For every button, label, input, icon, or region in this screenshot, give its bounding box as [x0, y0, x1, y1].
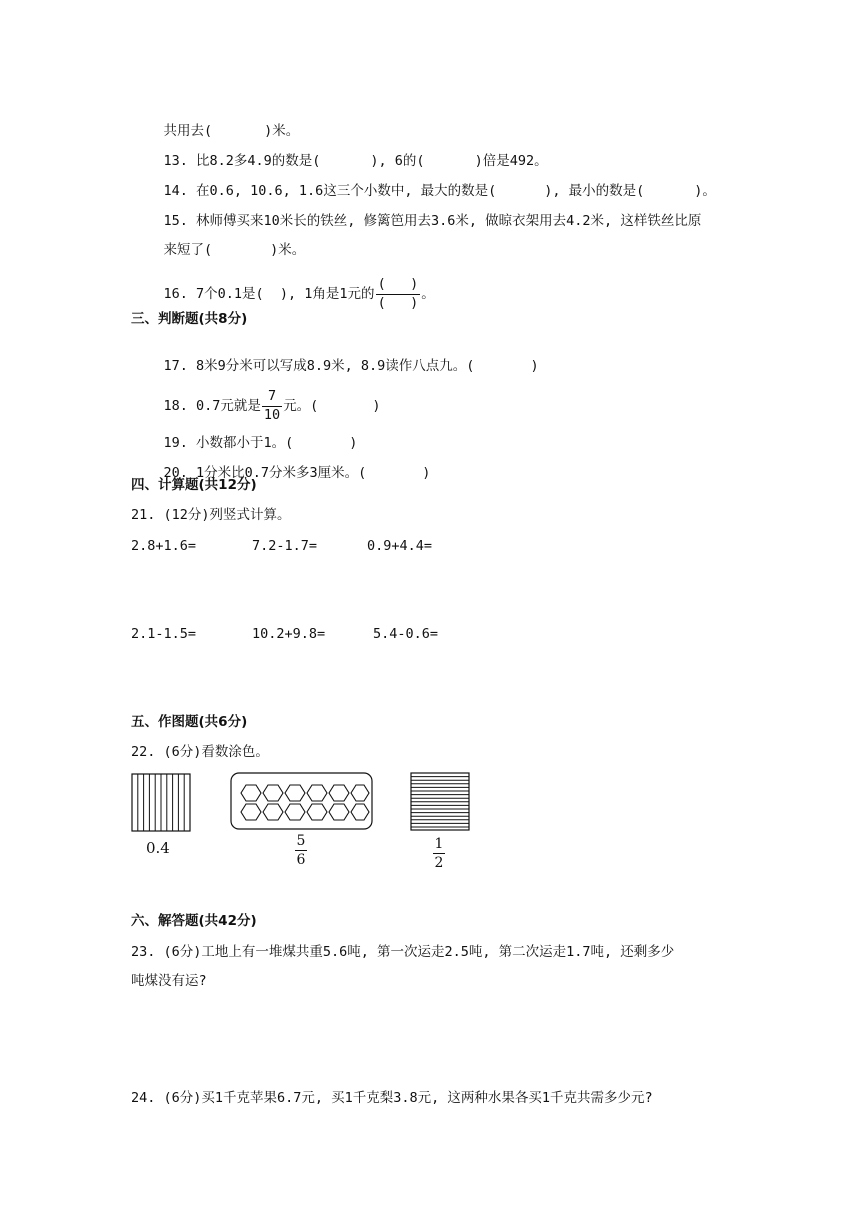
q19-text-b: ) [349, 435, 358, 451]
q16-text-a: 16. 7个0.1是( ), 1角是1元的 [163, 286, 375, 302]
q13-text-a: 13. 比8.2多4.9的数是( [163, 153, 321, 169]
horizontal-stripes-square-figure[interactable] [410, 772, 472, 832]
fraction-bar [295, 850, 307, 851]
q16-fraction-blank[interactable] [376, 278, 421, 310]
question-22-title: 22. (6分)看数涂色。 [131, 744, 269, 760]
fraction-denominator: ( ) [377, 294, 419, 311]
fraction-numerator: 1 [434, 836, 444, 852]
q13-text-c: )倍是492。 [474, 153, 548, 169]
section-3-heading: 三、判断题(共8分) [131, 311, 248, 327]
fraction-numerator: 5 [296, 833, 306, 849]
q15-text-line1: 15. 林师傅买来10米长的铁丝, 修篱笆用去3.6米, 做晾衣架用去4.2米, 这样铁丝比原 [163, 213, 702, 229]
fraction-bar [433, 853, 445, 854]
q14-text-a: 14. 在0.6, 10.6, 1.6这三个小数中, 最大的数是( [163, 183, 497, 199]
q14-text-b: ), 最小的数是( [544, 183, 645, 199]
q15-text-line2b: )米。 [270, 242, 306, 258]
figure-1-label: 0.4 [146, 839, 170, 857]
vertical-stripes-square-figure[interactable] [131, 773, 193, 833]
q18-text-b: 元。( [283, 398, 319, 414]
fraction-denominator: 10 [263, 406, 281, 423]
fraction-numerator: ( ) [377, 276, 419, 292]
section-5-heading: 五、作图题(共6分) [131, 714, 248, 730]
q14-text-c: )。 [694, 183, 716, 199]
calc-6: 5.4-0.6= [373, 626, 439, 642]
figure-2-fraction [295, 834, 307, 867]
fraction-denominator: 6 [296, 852, 306, 868]
fraction-numerator: 7 [267, 388, 277, 404]
q17-text-a: 17. 8米9分米可以写成8.9米, 8.9读作八点九。( [163, 358, 475, 374]
q15-text-line2a: 来短了( [163, 242, 213, 258]
q16-text-c: 。 [421, 286, 435, 302]
q12-text-after: )米。 [264, 123, 300, 139]
section-4-heading: 四、计算题(共12分) [131, 477, 257, 493]
calc-2: 7.2-1.7= [252, 538, 318, 554]
q18-text-c: ) [372, 398, 381, 414]
question-24-line1: 24. (6分)买1千克苹果6.7元, 买1千克梨3.8元, 这两种水果各买1千克共需多少元? [131, 1090, 653, 1106]
calc-5: 10.2+9.8= [252, 626, 326, 642]
section-6-heading: 六、解答题(共42分) [131, 913, 257, 929]
q20-text-b: ) [422, 465, 431, 481]
question-23-line2: 吨煤没有运? [131, 973, 207, 989]
question-23-line1: 23. (6分)工地上有一堆煤共重5.6吨, 第一次运走2.5吨, 第二次运走1.7吨, 还剩多少 [131, 944, 675, 960]
calc-4: 2.1-1.5= [131, 626, 197, 642]
calc-3: 0.9+4.4= [367, 538, 433, 554]
figure-3-fraction [433, 837, 445, 870]
q13-text-b: ), 6的( [370, 153, 425, 169]
question-21-title: 21. (12分)列竖式计算。 [131, 507, 291, 523]
q18-text-a: 18. 0.7元就是 [163, 398, 261, 414]
q19-text-a: 19. 小数都小于1。( [163, 435, 294, 451]
fraction-denominator: 2 [434, 855, 444, 871]
q12-text-before: 共用去( [163, 123, 213, 139]
hexagon-tray-figure[interactable] [230, 772, 374, 832]
q17-text-b: ) [530, 358, 539, 374]
calc-1: 2.8+1.6= [131, 538, 197, 554]
q20-text-a: 20. 1分米比0.7分米多3厘米。( [163, 465, 367, 481]
